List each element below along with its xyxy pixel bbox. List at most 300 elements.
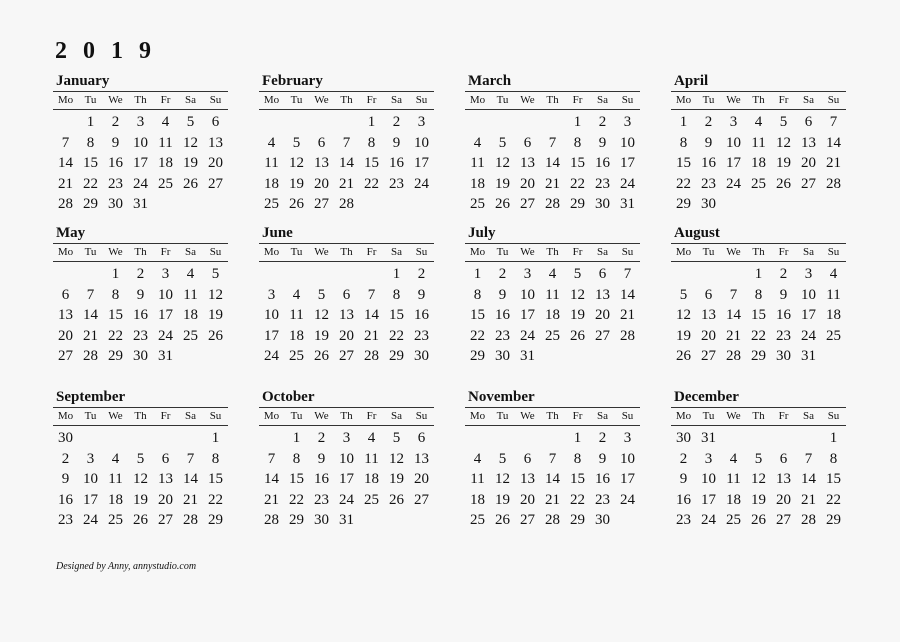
weekday-label: Th [340,246,353,258]
day-cell: 16 [389,155,404,171]
weekday-label: Th [134,246,147,258]
weekday-label: Th [546,94,559,106]
weekday-label: Mo [263,246,280,258]
day-cell [259,112,284,133]
day-grid [53,264,228,367]
day-cell: 4 [473,134,482,151]
day-cell: 17 [801,307,816,323]
day-cell: 9 [498,286,507,303]
day-cell: 3 [804,266,813,282]
weekday-label: Mo [57,246,74,258]
day-cell: 25 [289,348,304,364]
day-cell [771,428,796,449]
day-cell: 26 [208,327,223,344]
day-cell: 7 [804,450,813,467]
day-cell: 27 [208,175,223,192]
day-cell: 6 [598,266,607,282]
day-cell: 13 [339,307,354,323]
day-cell: 4 [367,430,376,446]
day-cell: 31 [801,348,816,364]
day-cell [334,112,359,133]
weekday-header [259,243,434,262]
day-cell: 23 [108,175,123,192]
day-cell: 10 [620,134,635,151]
day-cell: 6 [61,286,70,303]
day-cell [53,264,78,285]
day-cell: 30 [314,512,329,528]
weekday-label: Su [621,410,634,422]
month-name: October [262,389,315,405]
day-cell: 11 [470,155,485,171]
weekday-header [465,243,640,262]
day-cell: 2 [704,114,713,130]
day-cell: 26 [676,348,691,364]
weekday-header [53,91,228,110]
day-cell: 13 [208,134,223,151]
day-cell: 1 [754,266,763,282]
day-cell: 11 [183,286,198,303]
day-cell [796,428,821,449]
weekday-label: Tu [84,246,97,258]
weekday-label: Fr [366,246,377,258]
day-cell: 12 [776,134,791,151]
day-cell: 21 [83,327,98,344]
day-cell: 8 [573,450,582,467]
day-cell [259,428,284,449]
day-cell: 7 [267,450,276,467]
day-cell: 1 [573,114,582,130]
day-cell: 27 [776,512,791,528]
day-cell: 18 [470,175,485,192]
weekday-header [671,243,846,262]
day-cell [515,428,540,449]
day-cell: 14 [339,155,354,171]
day-cell: 21 [545,175,560,192]
day-cell: 28 [264,512,279,528]
day-cell: 25 [264,196,279,212]
day-cell: 6 [523,450,532,467]
day-cell: 27 [520,512,535,528]
day-cell: 5 [211,266,220,282]
day-cell [78,264,103,285]
day-cell: 19 [289,175,304,192]
day-cell: 27 [58,348,73,364]
day-cell: 23 [414,327,429,344]
day-cell: 4 [548,266,557,282]
day-cell: 19 [676,327,691,344]
day-cell: 18 [183,307,198,323]
day-cell: 7 [829,114,838,130]
day-cell: 22 [570,175,585,192]
day-cell: 27 [339,348,354,364]
weekday-label: Su [621,94,634,106]
weekday-label: Sa [597,410,608,422]
day-cell: 28 [726,348,741,364]
day-cell: 17 [133,155,148,171]
day-cell [721,428,746,449]
day-cell: 8 [573,134,582,151]
day-cell [490,428,515,449]
weekday-header [465,407,640,426]
day-cell: 19 [570,307,585,323]
day-cell: 5 [392,430,401,446]
day-cell: 29 [289,512,304,528]
month-november [465,387,640,537]
day-cell: 16 [133,307,148,323]
weekday-label: Th [546,410,559,422]
day-cell: 12 [183,134,198,151]
day-cell: 9 [679,471,688,487]
day-cell: 15 [570,471,585,487]
month-name: September [56,389,126,405]
day-cell: 6 [317,134,326,151]
day-cell: 2 [111,114,120,130]
day-cell: 9 [417,286,426,303]
day-grid [53,428,228,531]
weekday-label: Tu [84,410,97,422]
weekday-label: Fr [572,410,583,422]
day-cell: 23 [595,175,610,192]
day-cell: 9 [136,286,145,303]
weekday-label: Sa [803,94,814,106]
day-cell: 22 [676,175,691,192]
day-cell: 14 [58,155,73,171]
day-cell: 29 [108,348,123,364]
day-cell: 23 [676,512,691,528]
day-cell: 14 [726,307,741,323]
day-cell: 25 [726,512,741,528]
day-cell: 14 [264,471,279,487]
day-cell: 2 [317,430,326,446]
day-cell: 18 [826,307,841,323]
day-cell: 13 [314,155,329,171]
day-cell: 27 [801,175,816,192]
day-cell [128,428,153,449]
weekday-label: Sa [597,94,608,106]
day-cell [359,264,384,285]
day-grid [671,112,846,215]
day-cell [671,264,696,285]
weekday-label: Su [415,410,428,422]
day-cell: 9 [111,134,120,151]
day-cell [615,510,640,531]
weekday-label: Fr [778,94,789,106]
day-cell: 19 [751,491,766,508]
day-cell: 14 [545,155,560,171]
calendar-grid [53,71,846,537]
day-cell [490,112,515,133]
weekday-label: Su [827,410,840,422]
day-grid [53,112,228,215]
day-cell: 25 [751,175,766,192]
day-grid [465,112,640,215]
day-cell [721,264,746,285]
day-cell: 2 [392,114,401,130]
day-cell: 11 [108,471,123,487]
day-cell: 14 [801,471,816,487]
day-cell: 30 [108,196,123,212]
day-cell: 20 [314,175,329,192]
day-cell [78,428,103,449]
day-cell: 8 [679,134,688,151]
day-cell: 24 [264,348,279,364]
day-cell: 12 [751,471,766,487]
weekday-label: Th [752,410,765,422]
day-cell: 9 [704,134,713,151]
day-cell: 11 [364,450,379,467]
day-cell: 23 [58,512,73,528]
weekday-label: We [520,94,535,106]
day-cell: 4 [161,114,170,130]
day-cell: 17 [701,491,716,508]
day-cell: 25 [183,327,198,344]
day-cell [359,510,384,531]
day-cell: 2 [136,266,145,282]
day-cell: 22 [108,327,123,344]
day-cell: 19 [314,327,329,344]
day-cell: 29 [570,196,585,212]
day-cell: 20 [339,327,354,344]
day-cell: 5 [292,134,301,151]
day-cell: 27 [414,491,429,508]
day-cell: 23 [133,327,148,344]
weekday-header [671,91,846,110]
day-cell: 22 [751,327,766,344]
day-cell: 13 [414,450,429,467]
weekday-label: We [108,410,123,422]
day-cell: 18 [726,491,741,508]
day-cell: 18 [264,175,279,192]
day-cell: 4 [267,134,276,151]
day-cell: 25 [545,327,560,344]
day-cell: 19 [208,307,223,323]
day-cell: 4 [292,286,301,303]
day-cell: 16 [58,491,73,508]
day-cell: 24 [339,491,354,508]
day-cell: 10 [520,286,535,303]
day-cell [515,112,540,133]
weekday-label: Sa [803,410,814,422]
day-cell: 8 [392,286,401,303]
day-cell: 27 [701,348,716,364]
year-title: 2 0 1 9 [55,38,156,64]
weekday-header [259,407,434,426]
day-cell [384,194,409,215]
day-cell: 21 [826,155,841,171]
day-cell: 15 [364,155,379,171]
weekday-label: We [314,410,329,422]
day-cell: 30 [676,430,691,446]
day-cell: 15 [676,155,691,171]
day-cell [309,264,334,285]
day-cell: 16 [108,155,123,171]
day-cell: 8 [211,450,220,467]
day-cell [796,194,821,215]
day-cell: 19 [495,175,510,192]
month-june [259,223,434,387]
day-cell: 22 [364,175,379,192]
day-cell: 27 [314,196,329,212]
weekday-label: Su [827,94,840,106]
month-march [465,71,640,223]
day-cell: 13 [58,307,73,323]
day-grid [465,428,640,531]
day-cell: 23 [314,491,329,508]
day-cell: 15 [83,155,98,171]
day-cell: 25 [364,491,379,508]
day-cell: 5 [136,450,145,467]
weekday-label: Su [415,246,428,258]
day-cell: 30 [58,430,73,446]
day-cell: 8 [473,286,482,303]
weekday-label: Th [546,246,559,258]
day-cell: 24 [414,175,429,192]
day-cell: 10 [158,286,173,303]
weekday-label: Su [209,246,222,258]
day-cell: 2 [679,450,688,467]
day-cell: 10 [726,134,741,151]
day-cell: 24 [701,512,716,528]
day-cell: 21 [620,307,635,323]
day-cell: 21 [339,175,354,192]
weekday-label: Tu [290,246,303,258]
month-name: March [468,73,512,89]
day-cell: 8 [86,134,95,151]
day-cell: 6 [523,134,532,151]
day-cell: 28 [339,196,354,212]
day-cell: 2 [498,266,507,282]
month-december [671,387,846,537]
day-cell: 29 [751,348,766,364]
day-cell: 8 [367,134,376,151]
day-cell: 13 [520,471,535,487]
day-cell: 10 [701,471,716,487]
day-cell: 3 [161,266,170,282]
day-cell [359,194,384,215]
day-cell: 13 [776,471,791,487]
day-cell: 20 [776,491,791,508]
day-cell: 9 [61,471,70,487]
day-cell: 29 [470,348,485,364]
day-cell [153,428,178,449]
day-cell: 1 [829,430,838,446]
day-cell: 17 [264,327,279,344]
day-cell: 6 [417,430,426,446]
month-january [53,71,228,223]
day-cell: 3 [342,430,351,446]
day-cell: 6 [804,114,813,130]
day-cell: 12 [570,286,585,303]
day-cell: 15 [389,307,404,323]
weekday-label: Mo [469,410,486,422]
day-cell: 1 [367,114,376,130]
weekday-label: Sa [391,410,402,422]
day-cell: 4 [111,450,120,467]
day-cell: 29 [389,348,404,364]
weekday-label: Mo [469,94,486,106]
day-cell: 18 [545,307,560,323]
day-cell [178,346,203,367]
weekday-label: Sa [803,246,814,258]
day-cell: 24 [620,175,635,192]
day-cell: 31 [133,196,148,212]
day-cell: 27 [158,512,173,528]
day-cell: 22 [570,491,585,508]
weekday-header [671,407,846,426]
day-cell: 16 [701,155,716,171]
day-cell: 13 [701,307,716,323]
day-cell: 16 [595,155,610,171]
weekday-label: Fr [366,410,377,422]
day-cell: 16 [414,307,429,323]
day-grid [259,264,434,367]
day-cell [284,112,309,133]
weekday-label: Mo [675,410,692,422]
day-grid [671,264,846,367]
day-cell: 2 [61,450,70,467]
day-cell: 14 [183,471,198,487]
month-name: November [468,389,535,405]
day-cell: 22 [83,175,98,192]
day-cell: 22 [826,491,841,508]
day-cell: 22 [389,327,404,344]
designer-credit: Designed by Anny, annystudio.com [56,561,197,572]
day-cell: 7 [548,450,557,467]
weekday-label: Th [340,94,353,106]
weekday-label: Th [752,246,765,258]
day-cell: 18 [470,491,485,508]
weekday-label: Fr [572,246,583,258]
day-cell: 27 [595,327,610,344]
day-cell: 18 [364,471,379,487]
day-cell: 7 [623,266,632,282]
month-name: December [674,389,739,405]
day-cell: 1 [573,430,582,446]
day-cell [540,428,565,449]
day-cell: 11 [751,134,766,151]
weekday-label: Tu [702,94,715,106]
day-grid [671,428,846,531]
day-cell: 9 [598,134,607,151]
day-cell: 18 [158,155,173,171]
month-name: April [674,73,709,89]
day-cell: 4 [754,114,763,130]
day-cell: 9 [392,134,401,151]
day-cell: 21 [364,327,379,344]
day-cell: 26 [389,491,404,508]
day-cell: 6 [704,286,713,303]
weekday-label: We [726,246,741,258]
day-cell: 18 [751,155,766,171]
day-cell: 17 [339,471,354,487]
day-cell: 20 [58,327,73,344]
day-cell: 16 [676,491,691,508]
day-cell [203,346,228,367]
day-cell: 11 [726,471,741,487]
day-cell: 4 [186,266,195,282]
month-august [671,223,846,387]
day-cell: 11 [158,134,173,151]
day-cell: 5 [498,134,507,151]
day-grid [259,112,434,215]
day-cell [821,194,846,215]
day-cell: 20 [801,155,816,171]
weekday-label: Th [752,94,765,106]
day-cell: 6 [779,450,788,467]
weekday-label: Tu [290,94,303,106]
weekday-header [465,91,640,110]
month-name: January [56,73,110,89]
